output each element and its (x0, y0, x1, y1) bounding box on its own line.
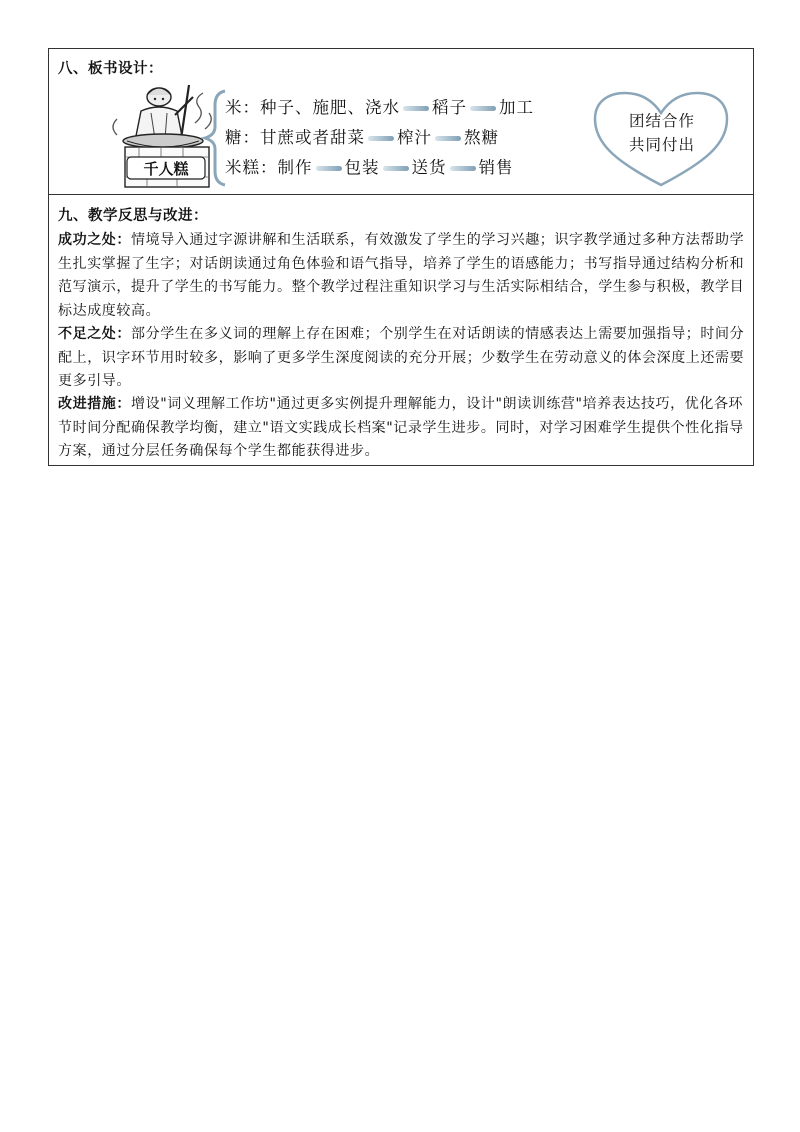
section-title-board-design: 八、板书设计： (58, 61, 163, 77)
success-text: 情境导入通过字源讲解和生活联系，有效激发了学生的学习兴趣；识字教学通过多种方法帮助学生扎实掌握了生字；对话朗读通过角色体验和语气指导，培养了学生的语感能力；书写指导通过结构分析和范写演示，提升了学生的书写能力。整个教学过程注重知识学习与生活实际相结合，学生参与积极，教学目标达成度较高。 (58, 232, 745, 319)
board-line-ricecake: 米糕：制作 包装 送货 销售 (225, 158, 514, 177)
heart-text (605, 109, 719, 157)
improvement-label: 改进措施： (58, 396, 131, 412)
shortcoming-text: 部分学生在多义词的理解上存在困难；个别学生在对话朗读的情感表达上需要加强指导；时间分配上，识字环节用时较多，影响了更多学生深度阅读的充分开展；少数学生在劳动意义的体会深度上还需要更多引导。 (58, 326, 745, 389)
improvement-paragraph (58, 393, 746, 464)
shortcoming-paragraph (58, 323, 746, 394)
improvement-text: 增设"词义理解工作坊"通过更多实例提升理解能力，设计"朗读训练营"培养表达技巧，优化各环节时间分配确保教学均衡，建立"语文实践成长档案"记录学生进步。同时，对学习困难学生提供个性化指导方案，通过分层任务确保每个学生都能获得进步。 (58, 396, 744, 459)
heart-line-1: 团结合作 (628, 112, 695, 130)
heart-line-2: 共同付出 (628, 136, 695, 154)
illustration-label: 千人糕 (143, 160, 189, 178)
board-line-rice: 米：种子、施肥、浇水 稻子 加工 (225, 98, 534, 117)
board-lines (225, 93, 585, 183)
section-title-reflection: 九、教学反思与改进： (58, 208, 208, 224)
success-paragraph (58, 229, 746, 323)
board-design-section (49, 49, 753, 195)
lesson-table (48, 48, 754, 466)
success-label: 成功之处： (58, 232, 131, 248)
shortcoming-label: 不足之处： (58, 326, 131, 342)
reflection-section (49, 195, 753, 465)
board-line-sugar: 糖：甘蔗或者甜菜 榨汁 熬糖 (225, 128, 499, 147)
